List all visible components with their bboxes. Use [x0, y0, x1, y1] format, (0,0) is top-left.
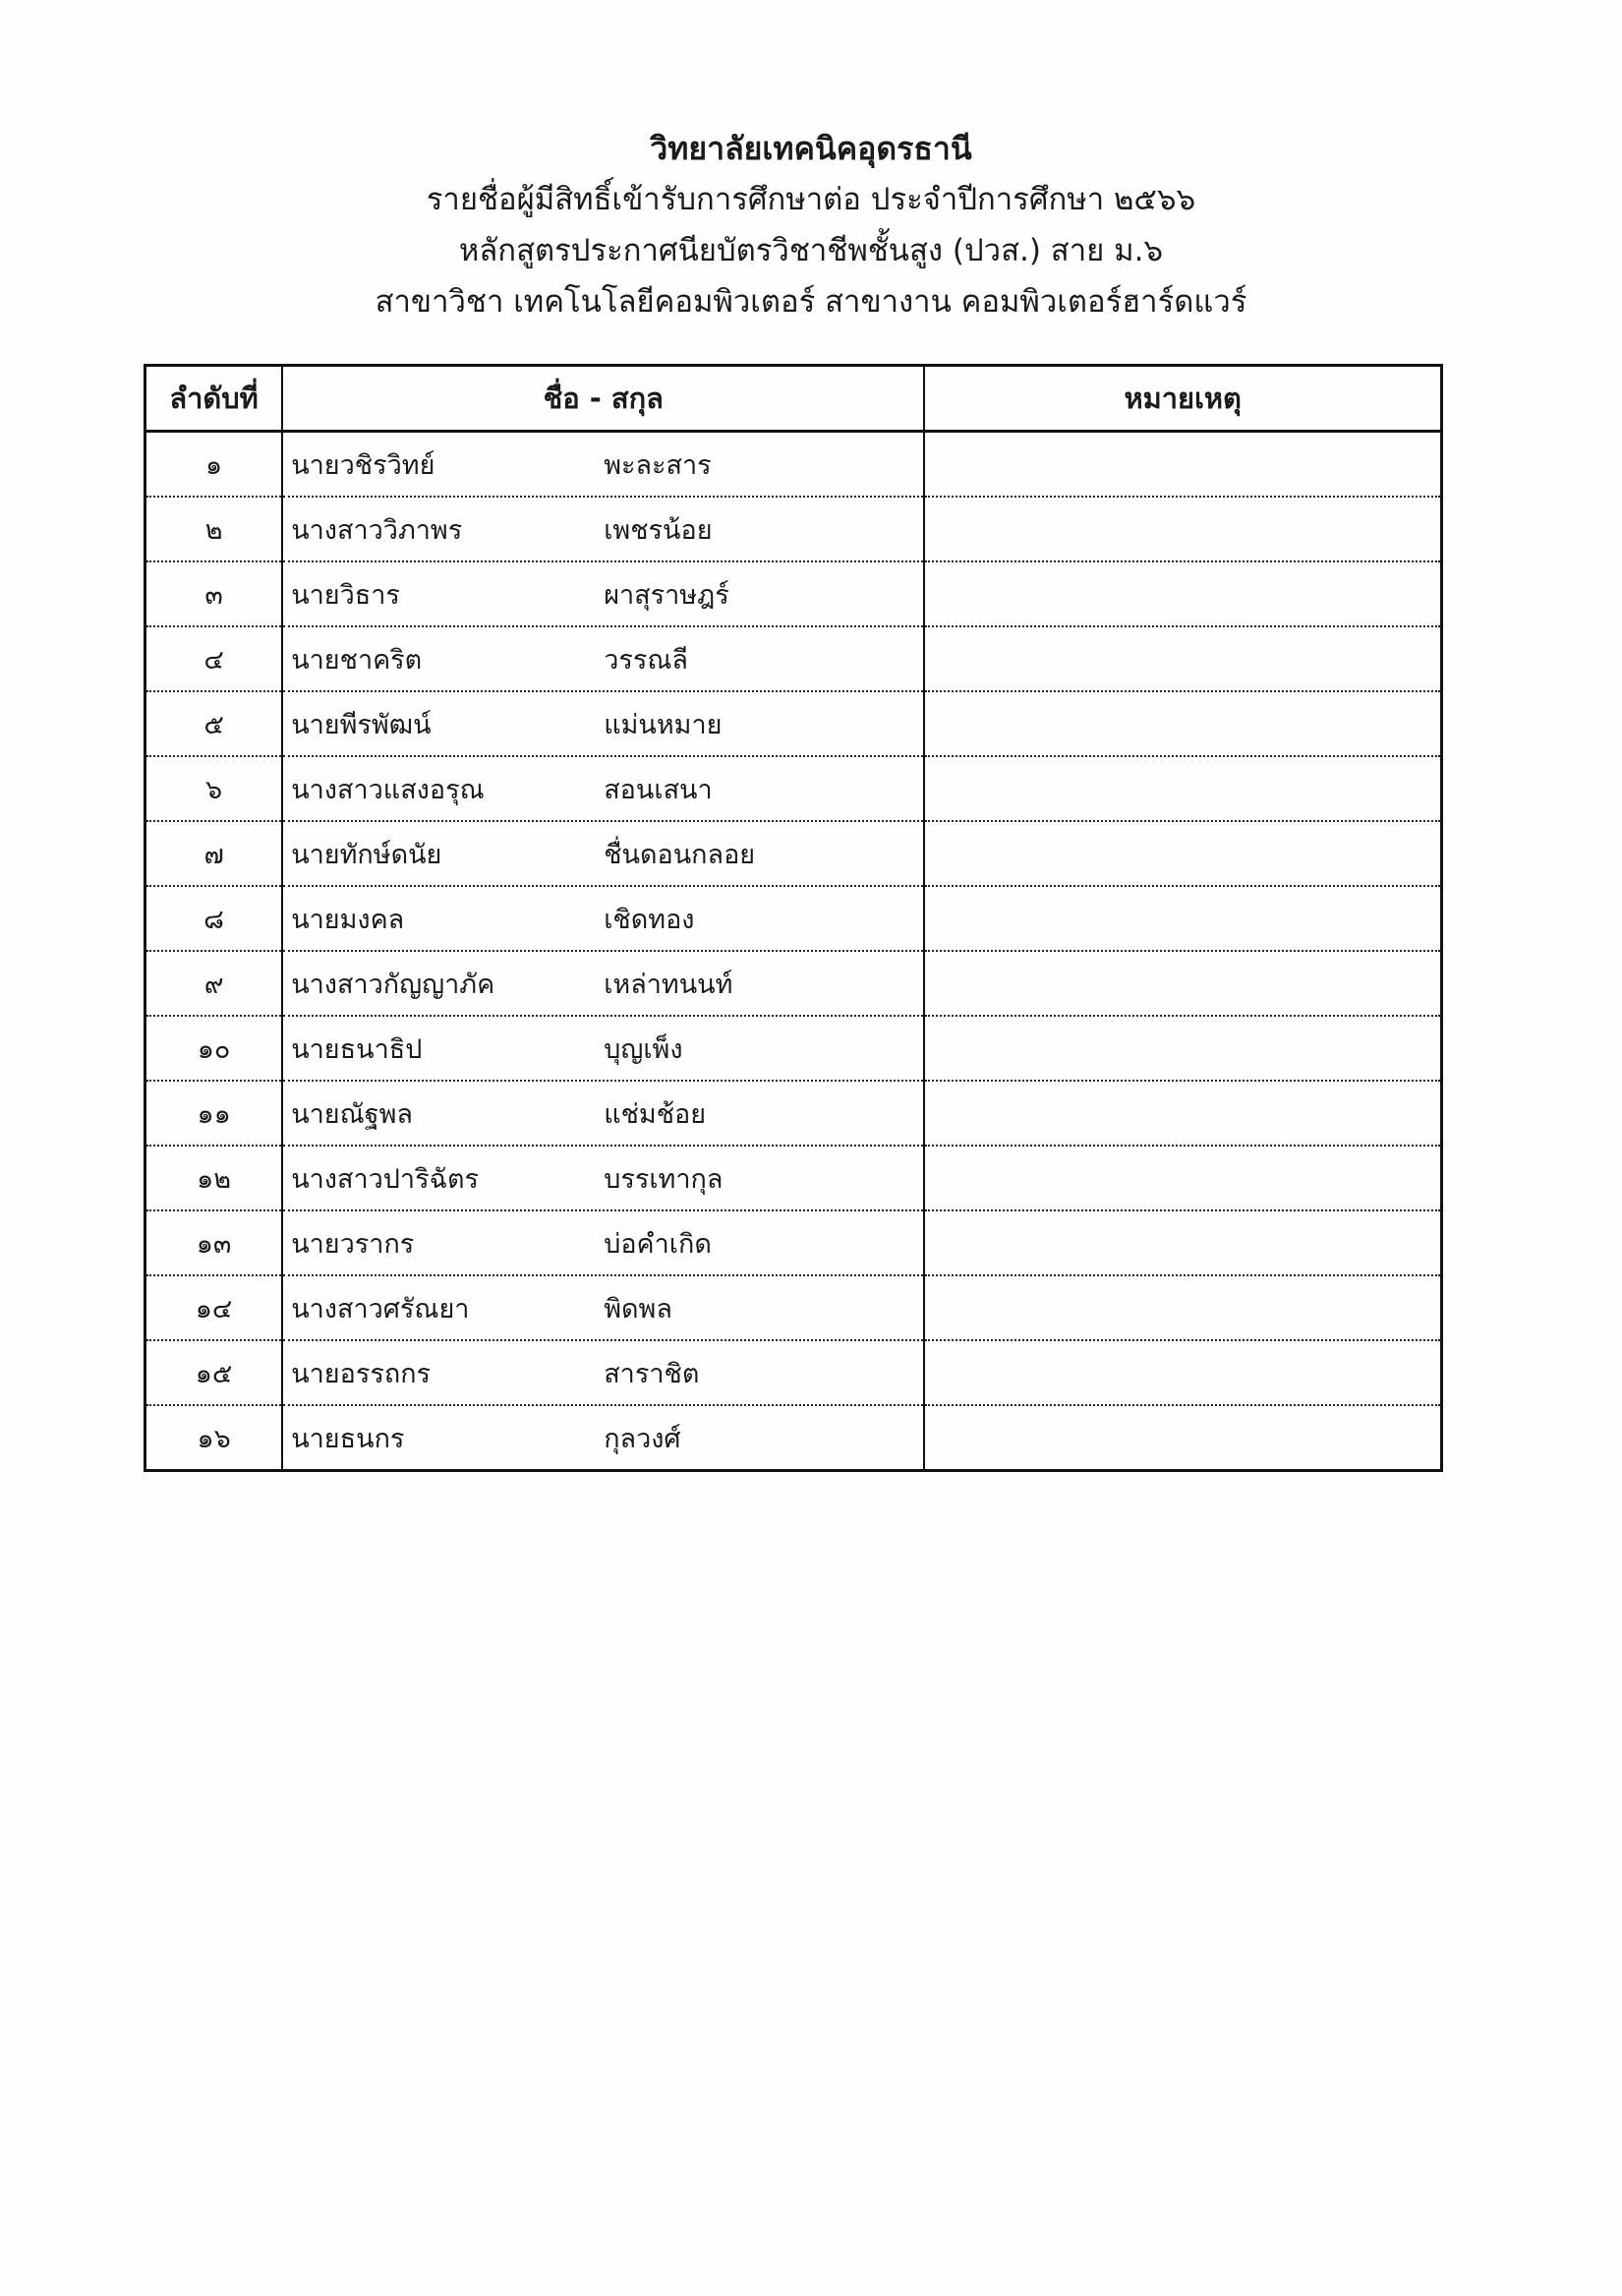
remark-cell — [924, 626, 1441, 691]
table-row — [145, 756, 1442, 821]
row-number: ๘ — [145, 886, 283, 951]
student-first-name: นายณัฐพล — [291, 1098, 413, 1130]
student-name-cell — [282, 1340, 924, 1405]
remark-cell — [924, 1275, 1441, 1340]
table-row — [145, 691, 1442, 756]
table-row — [145, 626, 1442, 691]
remark-cell — [924, 1016, 1441, 1081]
row-number: ๑๔ — [145, 1275, 283, 1340]
row-number: ๑ — [145, 432, 283, 498]
column-header-name: ชื่อ - สกุล — [282, 366, 924, 432]
table-row — [145, 886, 1442, 951]
table-header-row — [145, 366, 1442, 432]
student-name-cell — [282, 432, 924, 498]
remark-cell — [924, 951, 1441, 1016]
student-name-cell — [282, 691, 924, 756]
remark-cell — [924, 886, 1441, 951]
student-last-name: พะละสาร — [604, 449, 712, 481]
student-last-name: แม่นหมาย — [604, 709, 723, 740]
column-header-number: ลำดับที่ — [145, 366, 283, 432]
student-first-name: นายทักษ์ดนัย — [291, 839, 442, 870]
remark-cell — [924, 1210, 1441, 1275]
student-name-cell — [282, 1081, 924, 1146]
row-number: ๖ — [145, 756, 283, 821]
student-name-cell — [282, 1275, 924, 1340]
program-line: หลักสูตรประกาศนียบัตรวิชาชีพชั้นสูง (ปวส.) สาย ม.๖ — [458, 233, 1164, 268]
document-header — [0, 123, 1622, 327]
table-row — [145, 1340, 1442, 1405]
remark-cell — [924, 821, 1441, 886]
student-first-name: นายธนาธิป — [291, 1033, 423, 1065]
student-name-cell — [282, 1016, 924, 1081]
student-name-cell — [282, 821, 924, 886]
row-number: ๙ — [145, 951, 283, 1016]
college-title: วิทยาลัยเทคนิคอุดรธานี — [650, 130, 972, 167]
remark-cell — [924, 497, 1441, 561]
student-first-name: นายอรรถกร — [291, 1358, 432, 1389]
student-name-cell — [282, 497, 924, 561]
student-last-name: บ่อคำเกิด — [604, 1228, 712, 1260]
table-row — [145, 951, 1442, 1016]
student-first-name: นางสาวกัญญาภัค — [291, 969, 495, 1000]
row-number: ๓ — [145, 561, 283, 626]
row-number: ๑๒ — [145, 1146, 283, 1210]
table-body — [145, 432, 1442, 1471]
row-number: ๗ — [145, 821, 283, 886]
student-first-name: นางสาวศรัณยา — [291, 1293, 470, 1325]
student-last-name: กุลวงศ์ — [604, 1423, 681, 1454]
table-row — [145, 1081, 1442, 1146]
student-name-cell — [282, 1146, 924, 1210]
remark-cell — [924, 432, 1441, 498]
student-first-name: นายวิธาร — [291, 579, 400, 611]
remark-cell — [924, 1340, 1441, 1405]
student-name-cell — [282, 1210, 924, 1275]
student-last-name: พิดพล — [604, 1293, 672, 1325]
remark-cell — [924, 561, 1441, 626]
student-name-cell — [282, 561, 924, 626]
list-subtitle: รายชื่อผู้มีสิทธิ์เข้ารับการศึกษาต่อ ประจำปีการศึกษา ๒๕๖๖ — [426, 182, 1196, 217]
table-row — [145, 1146, 1442, 1210]
student-last-name: ผาสุราษฎร์ — [604, 579, 729, 611]
row-number: ๑๖ — [145, 1405, 283, 1471]
student-first-name: นายวรากร — [291, 1228, 415, 1260]
row-number: ๑๓ — [145, 1210, 283, 1275]
student-first-name: นายมงคล — [291, 904, 405, 935]
student-last-name: เชิดทอง — [604, 904, 695, 935]
row-number: ๑๑ — [145, 1081, 283, 1146]
row-number: ๒ — [145, 497, 283, 561]
table-row — [145, 497, 1442, 561]
table-row — [145, 1016, 1442, 1081]
student-last-name: สอนเสนา — [604, 774, 713, 805]
row-number: ๕ — [145, 691, 283, 756]
student-last-name: แช่มช้อย — [604, 1098, 707, 1130]
student-roster-table — [144, 364, 1443, 1472]
remark-cell — [924, 1405, 1441, 1471]
student-last-name: วรรณลี — [604, 644, 688, 676]
table-row — [145, 1405, 1442, 1471]
student-last-name: บุญเพ็ง — [604, 1033, 683, 1065]
remark-cell — [924, 756, 1441, 821]
student-first-name: นายพีรพัฒน์ — [291, 709, 432, 740]
table-row — [145, 1210, 1442, 1275]
remark-cell — [924, 1081, 1441, 1146]
student-name-cell — [282, 756, 924, 821]
department-line: สาขาวิชา เทคโนโลยีคอมพิวเตอร์ สาขางาน คอมพิวเตอร์ฮาร์ดแวร์ — [375, 284, 1247, 320]
table-row — [145, 1275, 1442, 1340]
student-last-name: บรรเทากุล — [604, 1163, 724, 1195]
student-first-name: นายชาคริต — [291, 644, 423, 676]
student-first-name: นางสาวแสงอรุณ — [291, 774, 485, 805]
table-row — [145, 561, 1442, 626]
student-first-name: นางสาววิภาพร — [291, 514, 463, 546]
row-number: ๑๕ — [145, 1340, 283, 1405]
table-row — [145, 432, 1442, 498]
student-last-name: เหล่าทนนท์ — [604, 969, 733, 1000]
student-first-name: นายวชิรวิทย์ — [291, 449, 435, 481]
student-name-cell — [282, 886, 924, 951]
table-row — [145, 821, 1442, 886]
student-name-cell — [282, 626, 924, 691]
row-number: ๑๐ — [145, 1016, 283, 1081]
remark-cell — [924, 1146, 1441, 1210]
student-last-name: สาราชิต — [604, 1358, 700, 1389]
student-name-cell — [282, 1405, 924, 1471]
student-first-name: นายธนกร — [291, 1423, 405, 1454]
student-name-cell — [282, 951, 924, 1016]
student-last-name: ชื่นดอนกลอย — [604, 839, 756, 870]
student-last-name: เพชรน้อย — [604, 514, 713, 546]
student-first-name: นางสาวปาริฉัตร — [291, 1163, 480, 1195]
remark-cell — [924, 691, 1441, 756]
row-number: ๔ — [145, 626, 283, 691]
column-header-remark: หมายเหตุ — [924, 366, 1441, 432]
